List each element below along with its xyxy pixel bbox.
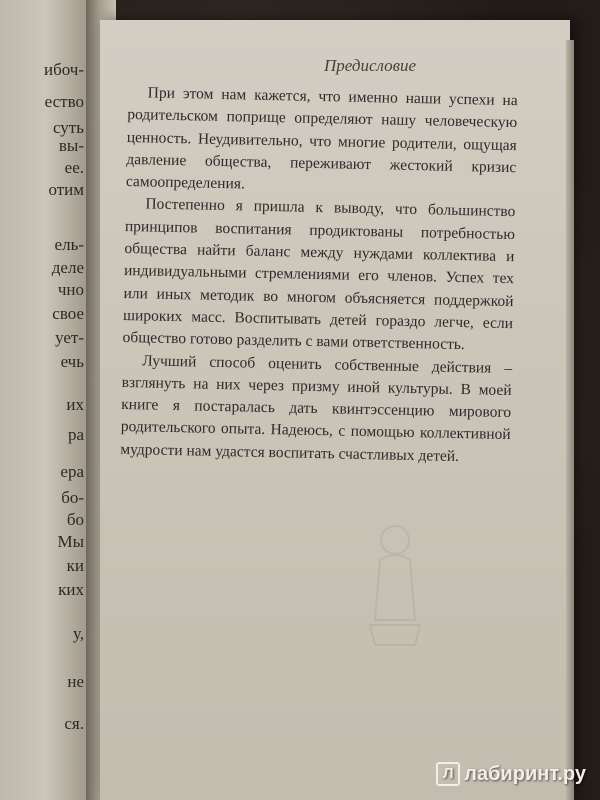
watermark xyxy=(436,762,586,786)
paragraph: Постепенно я пришла к выводу, что большинство принципов воспитания продиктованы потребностью общества найти баланс между нуждами коллектива и индивидуальными стремлениями его членов. Успех тех или иных методик во многом объясняется поддержкой широких масс. Воспитывать детей гораздо легче, если общество готово разделить с вами ответственность. xyxy=(122,195,516,354)
left-page-fragment: свое xyxy=(52,304,84,323)
left-page-fragment: ее. xyxy=(64,158,84,177)
page-body xyxy=(120,82,518,469)
left-page-fragment: деле xyxy=(51,258,84,277)
left-page-fragment: ра xyxy=(67,425,84,444)
left-page-fragment: ует- xyxy=(55,328,84,347)
left-page-fragment: ся. xyxy=(64,714,84,733)
faint-illustration xyxy=(360,520,430,650)
left-page-fragment: бо- xyxy=(61,488,84,507)
left-page-fragment: ибоч- xyxy=(43,60,84,79)
left-page-fragment: не xyxy=(67,672,84,691)
left-page-fragment: их xyxy=(66,395,84,414)
labirint-logo-icon: Л xyxy=(436,762,460,786)
left-page-fragment: ечь xyxy=(60,352,84,371)
left-page xyxy=(0,0,90,800)
left-page-fragment: вы- xyxy=(58,136,84,155)
right-page xyxy=(100,20,570,800)
left-page-fragment: ество xyxy=(44,92,84,111)
left-page-fragment: чно xyxy=(57,280,84,299)
left-page-fragment: бо xyxy=(66,510,84,529)
left-page-fragment: у, xyxy=(72,624,84,643)
paragraph: При этом нам кажется, что именно наши успехи на родительском поприще определяют нашу человеческую ценность. Неудивительно, что многие родители, ощущая давление общества, переживают жестокий кризис самоопределения. xyxy=(125,84,518,193)
left-page-fragment: ера xyxy=(60,462,84,481)
left-page-fragment: Мы xyxy=(57,532,84,551)
paragraph: Лучший способ оценить собственные действия – взглянуть на них через призму иной культуры. В моей книге я постаралась дать квинтэссенцию мирового родительского опыта. Надеюсь, с помощью коллективной мудрости нам удастся воспитать счастливых детей. xyxy=(120,351,513,465)
left-page-fragment: ки xyxy=(66,556,84,575)
left-page-fragment: суть xyxy=(52,118,84,137)
page-header: Предисловие xyxy=(323,56,417,75)
watermark-text: лабиринт.ру xyxy=(464,762,586,785)
left-page-fragment: ких xyxy=(58,580,84,599)
page-edge xyxy=(566,40,574,800)
left-page-fragment: отим xyxy=(48,180,84,199)
left-page-fragment: ель- xyxy=(54,235,84,254)
